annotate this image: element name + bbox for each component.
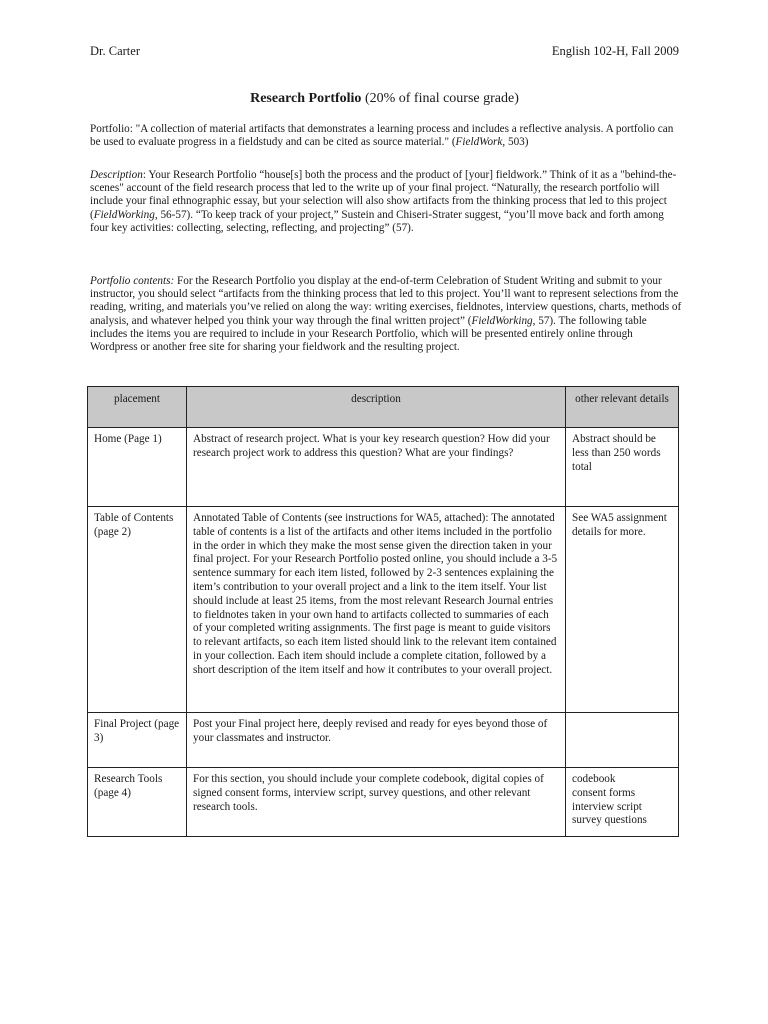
contents-text1: For the Research Portfolio you display at the end-of-term Celebration of Student Writing and submit to your instructor, you should select “artifacts from the thinking process that led to this project. You’ll want to represent selections from the reading, writing, and materials you’ve relied on along the way: writing exercises, fieldnotes, interview questions, charts, methods of analysis, and whatever helped you think your way through the final written project” (	[90, 275, 682, 327]
detail-line: survey questions	[572, 814, 647, 827]
detail-line: codebook	[572, 773, 616, 785]
cell-description: Annotated Table of Contents (see instructions for WA5, attached): The annotated table of contents is a list of the artifacts and other items included in the portfolio in the order in which they make the most sense given the direction taken in your final project. For your Research Portfolio posted online, you should include a 3-5 sentence summary for each item listed, followed by 2-3 sentences explaining the item’s contribution to your overall project and a link to the item itself. Your list should include at least 25 items, from the most relevant Research Journal entries to fieldnotes taken in your own hand to artifacts collected to summaries of each of your completed writing assignments. The first page is meant to guide visitors to relevant artifacts, so each item listed should link to the relevant item contained in your collection. Each item should include a complete citation, followed by a short description of the item itself and how it contributes to your overall project.	[187, 507, 566, 713]
cell-description: Abstract of research project. What is your key research question? How did your research project work to address this question? What are your findings?	[187, 428, 566, 507]
page-title	[90, 91, 679, 107]
cell-details: Abstract should be less than 250 words total	[566, 428, 679, 507]
description-paragraph	[90, 169, 682, 235]
cell-details	[566, 768, 679, 837]
contents-label: Portfolio contents:	[90, 275, 175, 287]
cell-placement: Table of Contents (page 2)	[88, 507, 187, 713]
cell-placement: Home (Page 1)	[88, 428, 187, 507]
instructor-name: Dr. Carter	[90, 44, 140, 58]
portfolio-cite: FieldWork	[455, 136, 503, 149]
cell-description: For this section, you should include your complete codebook, digital copies of signed consent forms, interview script, survey questions, and other relevant research tools.	[187, 768, 566, 837]
description-text2: , 56-57). “To keep track of your project,” Sustein and Chiseri-Strater suggest, “you’ll move back and forth among four key activities: collecting, selecting, reflecting, and projecting” (57).	[90, 208, 664, 234]
header-details: other relevant details	[566, 387, 679, 428]
table-row	[88, 428, 679, 507]
title-sub: (20% of final course grade)	[364, 91, 519, 106]
portfolio-text: Portfolio: "A collection of material artifacts that demonstrates a learning process and includes a reflective analysis. A portfolio can be used to evaluate progress in a fieldstudy and can be cited as source material." (	[90, 123, 674, 149]
contents-cite: FieldWorking	[471, 314, 533, 327]
header-placement: placement	[88, 387, 187, 428]
title-main: Research Portfolio	[250, 91, 362, 106]
cell-placement: Research Tools (page 4)	[88, 768, 187, 837]
header-description: description	[187, 387, 566, 428]
table-row	[88, 768, 679, 837]
detail-line: interview script	[572, 800, 642, 813]
table-header-row	[88, 387, 679, 428]
portfolio-table	[87, 386, 679, 837]
portfolio-end: , 503)	[502, 136, 529, 149]
table-row	[88, 713, 679, 768]
description-label: Description	[90, 169, 143, 181]
contents-paragraph	[90, 275, 682, 354]
description-cite: FieldWorking	[93, 208, 155, 221]
contents-text2: , 57). The following table includes the items you are required to include in your Research Portfolio, which will be presented entirely online through Wordpress or another free site for sharing your fieldwork and the resulting project.	[90, 314, 647, 354]
description-text1: : Your Research Portfolio “house[s] both the process and the product of [your] fieldwork.” Think of it as a "behind-the-scenes" account of the field research process that led to the write up of your final project. “Naturally, the research portfolio will include your final ethnographic essay, but your selection will also show artifacts from the thinking process that led to this project (	[90, 169, 677, 221]
course-name: English 102-H, Fall 2009	[551, 44, 679, 58]
cell-description: Post your Final project here, deeply revised and ready for eyes beyond those of your classmates and instructor.	[187, 713, 566, 768]
cell-details	[566, 713, 679, 768]
table-row	[88, 507, 679, 713]
portfolio-definition	[90, 123, 682, 149]
cell-placement: Final Project (page 3)	[88, 713, 187, 768]
cell-details: See WA5 assignment details for more.	[566, 507, 679, 713]
detail-line: consent forms	[572, 786, 636, 799]
